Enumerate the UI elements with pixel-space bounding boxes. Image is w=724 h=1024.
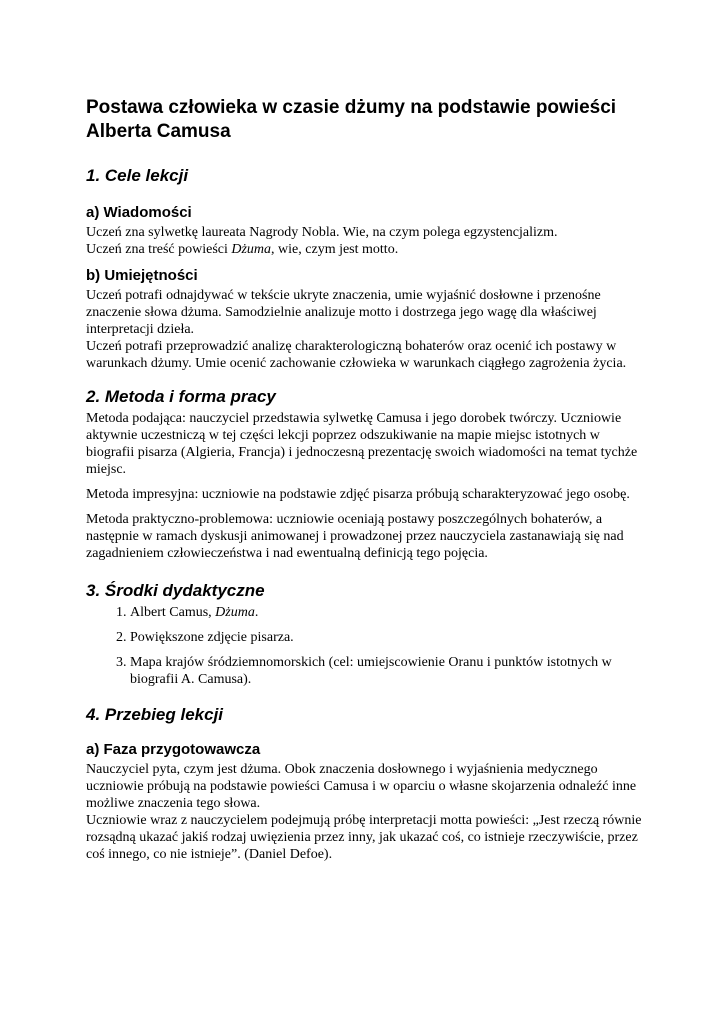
skills-paragraph-2: Uczeń potrafi przeprowadzić analizę charakterologiczną bohaterów oraz ocenić ich postawy w warunkach dżumy. Umie ocenić zachowanie człowieka w warunkach ciągłego zagrożenia życia. (86, 339, 627, 371)
skills-paragraph-1: Uczeń potrafi odnajdywać w tekście ukryte znaczenia, umie wyjaśnić dosłowne i przenośne znaczenie słowa dżuma. Samodzielnie analizuje motto i dostrzega jego wagę dla właściwej interpretacji dzieła. (86, 288, 601, 337)
section-heading-method: 2. Metoda i forma pracy (86, 387, 276, 406)
section-heading-goals: 1. Cele lekcji (86, 166, 189, 185)
method-paragraph-3: Metoda praktyczno-problemowa: uczniowie oceniają postawy poszczególnych bohaterów, a następnie w ramach dyskusji animowanej i prowadzonej przez nauczyciela zastanawiają się nad zagadnieniem człowieczeństwa i nad ewentualną definicją tego pojęcia. (86, 512, 624, 561)
subheading-skills: b) Umiejętności (86, 267, 198, 284)
method-paragraph-2: Metoda impresyjna: uczniowie na podstawie zdjęć pisarza próbują scharakteryzować jego osobę. (86, 487, 630, 502)
knowledge-line-2 (86, 241, 646, 258)
preparation-paragraph-1: Nauczyciel pyta, czym jest dżuma. Obok znaczenia dosłownego i wyjaśnienia medycznego uczniowie próbują na podstawie powieści Camusa i w oparciu o własne skojarzenia odnaleźć inne możliwe znaczenia tego słowa. (86, 762, 637, 811)
document-title: Postawa człowieka w czasie dżumy na podstawie powieści Alberta Camusa (86, 97, 617, 142)
resources-list (86, 604, 646, 688)
document-page (86, 96, 646, 863)
resource-1-emphasis: Dżuma (215, 605, 255, 620)
knowledge-line-1: Uczeń zna sylwetkę laureata Nagrody Nobla. Wie, na czym polega egzystencjalizm. (86, 225, 558, 240)
book-title-emphasis: Dżuma (231, 242, 272, 257)
list-item: 3. Mapa krajów śródziemnomorskich (cel: umiejscowienie Oranu i punktów istotnych w biografii A. Camusa). (130, 654, 646, 688)
subheading-preparation: a) Faza przygotowawcza (86, 741, 261, 758)
subheading-knowledge: a) Wiadomości (86, 204, 192, 221)
resource-1-end: . (254, 605, 259, 620)
list-item (130, 604, 646, 621)
preparation-paragraph-2: Uczniowie wraz z nauczycielem podejmują próbę interpretacji motta powieści: „Jest rzeczą równie rozsądną ukazać jakiś rodzaj uwięzienia przez inny, jak ukazać coś, co istnieje rzeczywiście, przez coś innego, co nie istnieje”. (Daniel Defoe). (86, 813, 642, 862)
section-heading-resources: 3. Środki dydaktyczne (86, 581, 265, 600)
knowledge-block (86, 224, 646, 258)
method-paragraph-1: Metoda podająca: nauczyciel przedstawia sylwetkę Camusa i jego dorobek twórczy. Uczniowie aktywnie uczestniczą w tej części lekcji poprzez odszukiwanie na mapie miejsc istotnych w biografii pisarza (Algieria, Francja) i jednoczesną prezentację swoich wiadomości na temat tychże miejsc. (86, 411, 638, 477)
section-heading-lesson-plan: 4. Przebieg lekcji (86, 705, 224, 724)
knowledge-line-2-end: , wie, czym jest motto. (271, 242, 399, 257)
knowledge-line-2-text: Uczeń zna treść powieści (86, 242, 232, 257)
skills-block (86, 287, 646, 372)
resource-1-text: Albert Camus, (130, 605, 216, 620)
list-item: 2. Powiększone zdjęcie pisarza. (130, 629, 646, 646)
